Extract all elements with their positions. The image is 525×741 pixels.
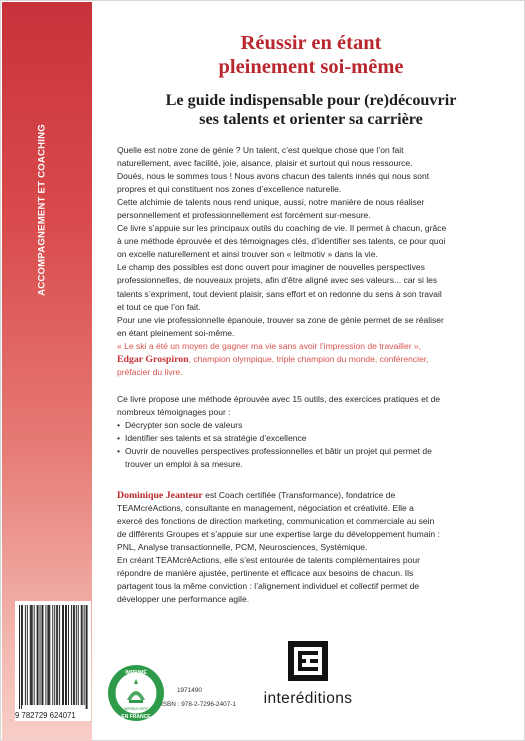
method-list xyxy=(117,419,495,471)
author-name: Dominique Jeanteur xyxy=(117,490,203,501)
intro-paragraph: Le champ des possibles est donc ouvert pour imaginer de nouvelles perspectives professionnelles, de nouveaux projets, afin d’être aligné avec ses valeurs... car si les talents s’expriment, tout devient plaisir, sans effort et on redonne du sens à son travail et tout ce que l’on fait. xyxy=(117,262,442,312)
book-subtitle xyxy=(136,91,486,129)
barcode xyxy=(15,601,91,721)
subtitle-line: ses talents et orienter sa carrière xyxy=(199,110,423,128)
intro-paragraph: Ce livre s’appuie sur les principaux outils du coaching de vie. Il permet à chacun, grâce à une méthode éprouvée et des témoignages clés, d’identifier ses talents, ce pour quoi on excelle naturellement et ainsi trouver son « leitmotiv » dans la vie. xyxy=(117,223,447,260)
intro-text xyxy=(117,144,495,340)
quote-block xyxy=(117,340,495,379)
isbn: ISBN : 978-2-7296-2407-1 xyxy=(161,701,236,708)
title-line: Réussir en étant xyxy=(240,32,382,54)
list-item: • Décrypter son socle de valeurs xyxy=(117,419,495,432)
author-paragraph: Dominique Jeanteur est Coach certifiée (Transformance), fondatrice de TEAMcréActions, consultante en management, négociation et créativité. Elle a exercé des fonctions de direction marketing, communication et commerciale au sein de différents Groupes et s’appuie sur une expertise large du développement humain : PNL, Analyse transactionnelle, PCM, Neurosciences, Systémique. xyxy=(117,490,440,553)
author-paragraph: En créant TEAMcréActions, elle s’est entourée de talents complémentaires pour répondre de manière ajustée, pertinente et efficace aux besoins de chacun. Ils partagent tous la même conviction : l’alignement individuel et collectif permet de développer une performance agile. xyxy=(117,555,420,605)
quote-text: « Le ski a été un moyen de gagner ma vie sans avoir l’impression de travailler », xyxy=(117,341,422,351)
intro-paragraph: Doués, nous le sommes tous ! Nous avons chacun des talents innés qui nous sont propres et qui constituent nos zones d’excellence naturelle. xyxy=(117,171,430,195)
list-item: • Identifier ses talents et sa stratégie d’excellence xyxy=(117,432,495,445)
quote-author: Edgar Grospiron xyxy=(117,354,189,366)
subtitle-line: Le guide indispensable pour (re)découvrir xyxy=(165,91,457,109)
side-band: ACCOMPAGNEMENT ET COACHING xyxy=(2,2,92,741)
quote-author-role-end: préfacier du livre. xyxy=(117,367,183,378)
list-item: • Ouvrir de nouvelles perspectives professionnelles et bâtir un projet qui permet de trouver un emploi à sa mesure. xyxy=(117,445,495,471)
method-intro: Ce livre propose une méthode éprouvée avec 15 outils, des exercices pratiques et de nombreux témoignages pour : xyxy=(117,394,441,418)
publisher-logo-icon xyxy=(288,641,328,681)
product-code: 1971490 xyxy=(177,687,202,694)
seal-bottom-text: EN FRANCE xyxy=(121,714,151,720)
author-bio xyxy=(117,489,495,606)
seal-ring-text: IMPRIM'VERT xyxy=(123,707,149,711)
seal-top-text: IMPRIMÉ xyxy=(125,670,147,676)
publisher-name: interéditions xyxy=(263,690,353,707)
intro-paragraph: Cette alchimie de talents nous rend unique, aussi, notre manière de nous réaliser personnellement et professionnellement est forcément sur-mesure. xyxy=(117,197,425,221)
quote-author-role: , champion olympique, triple champion du monde, conférencier, xyxy=(188,354,429,365)
title-line: pleinement soi-même xyxy=(218,56,404,78)
intro-paragraph: Quelle est notre zone de génie ? Un talent, c’est quelque chose que l’on fait naturellement, avec facilité, joie, aisance, plaisir et surtout qui nous ressource. xyxy=(117,145,413,169)
barcode-bars xyxy=(15,601,91,711)
method-block xyxy=(117,393,495,471)
book-title xyxy=(141,31,481,79)
barcode-number: 9 782729 624071 xyxy=(15,711,76,720)
imprim-vert-seal-icon xyxy=(107,664,165,722)
intro-paragraph: Pour une vie professionnelle épanouie, trouver sa zone de génie permet de se réaliser en étant pleinement soi-même. xyxy=(117,314,444,338)
